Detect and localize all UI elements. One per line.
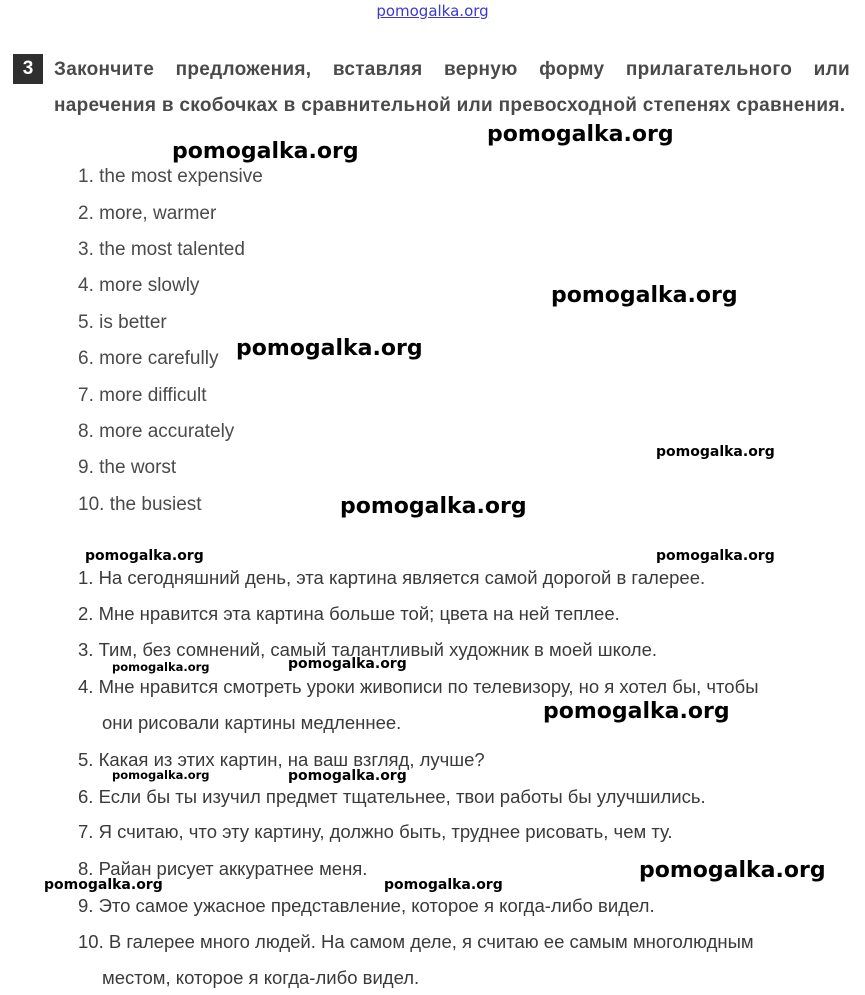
answer-item: 4. more slowly [78,275,200,296]
watermark: pomogalka.org [543,699,730,724]
answer-item: 9. the worst [78,457,177,478]
watermark: pomogalka.org [656,548,775,564]
watermark: pomogalka.org [85,548,204,564]
watermark: pomogalka.org [236,336,423,361]
answer-item: 1. the most expensive [78,166,263,187]
answer-item: 3. the most talented [78,239,245,260]
watermark: pomogalka.org [112,660,210,674]
watermark: pomogalka.org [639,858,826,883]
watermark: pomogalka.org [551,283,738,308]
watermark: pomogalka.org [44,877,163,893]
task-number-badge: 3 [13,54,43,84]
watermark: pomogalka.org [288,656,407,672]
answer-item: 6. more carefully [78,348,219,369]
translation-line: 9. Это самое ужасное представление, которое я когда-либо видел. [78,895,655,916]
answer-item: 5. is better [78,312,167,333]
watermark: pomogalka.org [172,139,359,164]
watermark: pomogalka.org [340,494,527,519]
watermark: pomogalka.org [112,768,210,782]
translation-line: 10. В галерее много людей. На самом деле, я считаю ее самым многолюдным [78,931,754,952]
answer-item: 8. more accurately [78,421,235,442]
watermark: pomogalka.org [656,444,775,460]
translation-line: 3. Тим, без сомнений, самый талантливый художник в моей школе. [78,639,658,660]
translation-line: 5. Какая из этих картин, на ваш взгляд, лучше? [78,749,485,770]
translation-line: 4. Мне нравится смотреть уроки живописи по телевизору, но я хотел бы, чтобы [78,676,759,697]
answer-item: 2. more, warmer [78,203,217,224]
task-instruction: Закончите предложения, вставляя верную форму прилагательного или наречения в скобочках в сравнительной или превосходной степенях сравнения. [54,59,850,116]
translation-line: 2. Мне нравится эта картина больше той; цвета на ней теплее. [78,603,620,624]
header-site-link[interactable]: pomogalka.org [376,2,489,20]
translation-line: 7. Я считаю, что эту картину, должно быть, труднее рисовать, чем ту. [78,821,673,842]
watermark: pomogalka.org [487,122,674,147]
translation-line: 8. Райан рисует аккуратнее меня. [78,858,368,879]
watermark: pomogalka.org [288,768,407,784]
translation-line: местом, которое я когда-либо видел. [102,967,420,988]
translation-line: они рисовали картины медленнее. [102,712,402,733]
watermark: pomogalka.org [384,877,503,893]
translation-line: 6. Если бы ты изучил предмет тщательнее, твои работы бы улучшились. [78,786,706,807]
answer-item: 10. the busiest [78,494,202,515]
translation-line: 1. На сегодняшний день, эта картина является самой дорогой в галерее. [78,567,706,588]
answer-item: 7. more difficult [78,385,207,406]
